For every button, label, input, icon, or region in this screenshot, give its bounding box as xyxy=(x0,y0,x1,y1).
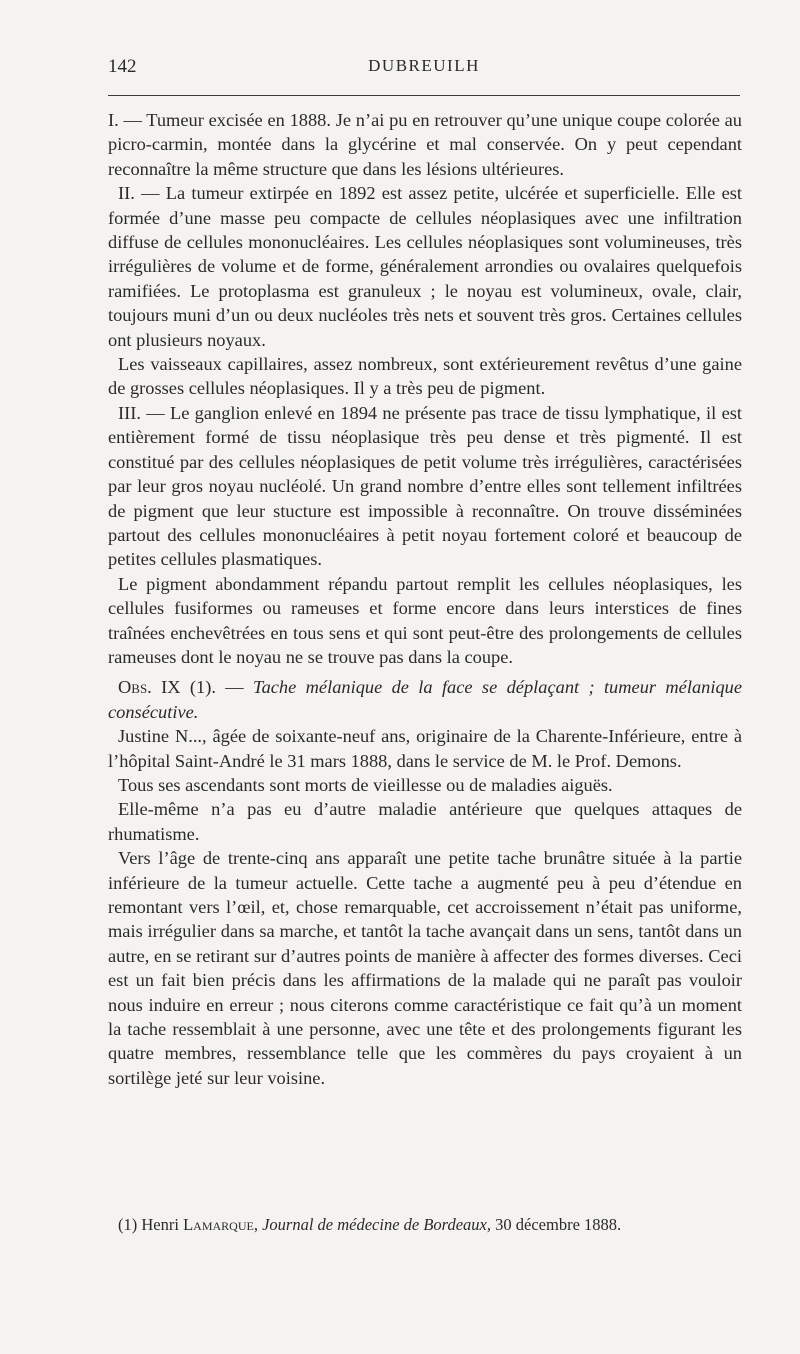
paragraph-patient: Justine N..., âgée de soixante-neuf ans, originaire de la Charente-Inférieure, entre à l’hôpital Saint-André le 31 mars 1888, dans le service de M. le Prof. Demons. xyxy=(108,726,742,771)
page-header xyxy=(108,56,740,82)
observation-label: Obs. IX (1). xyxy=(118,677,216,698)
header-rule xyxy=(108,95,740,96)
footnote-date: 30 décembre 1888. xyxy=(495,1215,622,1234)
running-head: DUBREUILH xyxy=(368,56,480,75)
footnote: (1) Henri Lamarque, Journal de médecine de Bordeaux, 30 décembre 1888. xyxy=(118,1215,622,1234)
paragraph-ascendants: Tous ses ascendants sont morts de vieillesse ou de maladies aiguës. xyxy=(118,774,613,795)
paragraph-history: Vers l’âge de trente-cinq ans apparaît une petite tache brunâtre située à la partie inférieure de la tumeur actuelle. Cette tache a augmenté peu à peu d’étendue en remontant vers l’œil, et, chose remarquable, cet accroissement n’était pas uniforme, mais irrégulier dans sa marche, et tantôt la tache avançait dans un sens, tantôt dans un autre, en se retirant sur d’autres points de manière à affecter des formes diverses. Ceci est un fait bien précis dans les affirmations de la malade qui ne paraît pas vouloir nous induire en erreur ; nous citerons comme caractéristique ce fait qu’à un moment la tache ressemblait à une personne, avec une tête et des prolongements figurant les quatre membres, ressemblance telle que les commères du pays croyaient à un sortilège jeté sur leur voisine. xyxy=(108,848,742,1088)
footnote-marker: (1) xyxy=(118,1215,138,1234)
body-text xyxy=(108,108,742,1090)
footnote-author-first: Henri xyxy=(141,1215,179,1234)
observation-dash: — xyxy=(215,677,254,698)
observation-heading xyxy=(108,675,742,724)
observation-title: Tache mélanique de la face se déplaçant ; tumeur mélanique consécutive. xyxy=(108,677,742,722)
paragraph-tumeur-1888: I. — Tumeur excisée en 1888. Je n’ai pu en retrouver qu’une unique coupe colorée au picro-carmin, montée dans la glycérine et mal conservée. On y peut cependant reconnaître la même structure que dans les lésions ultérieures. xyxy=(108,110,742,179)
page-number: 142 xyxy=(108,56,137,77)
paragraph-tumeur-1892: II. — La tumeur extirpée en 1892 est assez petite, ulcérée et superficielle. Elle est formée d’une masse peu compacte de cellules néoplasiques avec une infiltration diffuse de cellules mononucléaires. Les cellules néoplasiques sont volumineuses, très irrégulières de volume et de forme, généralement arrondies ou ovalaires quelquefois ramifiées. Le protoplasma est granuleux ; le noyau est volumineux, ovale, clair, toujours muni d’un ou deux nucléoles très nets et souvent très gros. Certaines cellules ont plusieurs noyaux. xyxy=(108,183,742,350)
paragraph-pigment: Le pigment abondamment répandu partout remplit les cellules néoplasiques, les cellules fusiformes ou rameuses et forme encore dans leurs interstices de fines traînées enchevêtrées en tous sens et qui sont peut-être des prolongements de cellules rameuses dont le noyau ne se trouve pas dans la coupe. xyxy=(108,573,742,667)
paragraph-ganglion-1894: III. — Le ganglion enlevé en 1894 ne présente pas trace de tissu lymphatique, il est entièrement formé de tissu néoplasique très peu dense et très pigmenté. Il est constitué par des cellules néoplasiques de petit volume très irrégulières, caractérisées par leur gros noyau nucléolé. Un grand nombre d’entre elles sont tellement infiltrées de pigment que leur stucture est impossible à reconnaître. On trouve disséminées partout des cellules mononucléaires à petit noyau fortement coloré et beaucoup de petites cellules plasmatiques. xyxy=(108,402,742,570)
paragraph-antecedents: Elle-même n’a pas eu d’autre maladie antérieure que quelques attaques de rhumatisme. xyxy=(108,799,742,844)
paragraph-vaisseaux: Les vaisseaux capillaires, assez nombreux, sont extérieurement revêtus d’une gaine de grosses cellules néoplasiques. Il y a très peu de pigment. xyxy=(108,354,742,399)
footnote-journal: Journal de médecine de Bordeaux, xyxy=(262,1215,492,1234)
footnote-author-last: Lamarque xyxy=(183,1215,254,1234)
